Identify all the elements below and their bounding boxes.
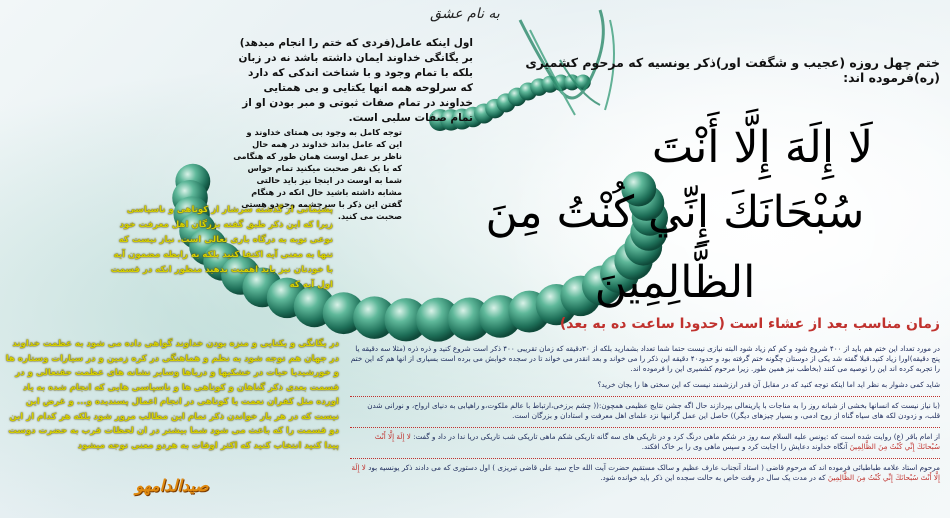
details-paragraph-4-end: آنگاه خداوند دعایش را اجابت کرد و سپس ماهی وی را بر خاک افکند. (641, 442, 848, 451)
details-paragraph-1: در مورد تعداد این ختم هم باید از ۴۰۰ شروع شود و کم کم زیاد شود البته نیازی نیست حتما شما تعداد بشمارید بلکه از ۳۰دقیقه که زمان تقریبی ۴۰۰ ذکر است شروع کنید و ذره ذره (مثلا سه دقیقه یا پنج دقیقه)اورا زیاد کنید.قبلا گفته شد یکی از دوستان چگونه ختم گرفته بود و حدود۴۰ دقیقه این ذکر را می خواند و بعد انقدر می خواند تا در سجده خوابش می برده است بسیاری از انها هم که این ختم را تجربه کرده اند این را توصیه می کنند (بخاطب نیز همین طور. زیرا مرحوم کشمیری این را فرموده اند. (350, 344, 940, 373)
details-paragraph-4-text: از امام باقر (ع) روایت شده است که :یونس علیه السلام سه روز در شکم ماهی درنگ کرد و در تاریکی های سه گانه تاریکی شکم ماهی تاریکی شب تاریکی دریا ندا در داد و گفت: (413, 432, 940, 441)
condition-4-text: در یگانگی و یکتایی و منزه بودن خداوند گواهی داده می شود به عظمت خداوند در جهان هم توجه شود به نظم و هماهنگی در کره زمین و در سیارات وستاره ها و خورشیدیا حیات در خشکیها و دریاها وسایر نشانه های عظمت حقتعالی و در قسمت بعدی ذکر گناهان و کوتاهی ها و ناسپاسی هایی که انجام شده به یاد اورده مثل کفران نعمت یا کوتاهی در انجام اعمال پسندیده و... و غرض این نیست که در هر بار خواندن ذکر تمام این مطالب مرور شود بلکه هر کدام از این دو قسمت را که باعث می شود شما بیشتر در ان لحظات قرب به حضرت دوست پیدا کنید انتخاب کنید که اکثر اوقات به هردو معنی توجه میشود (5, 339, 339, 451)
details-paragraph-5-end: که در مدت یک سال در وقت خاص به حالت سجده این ذکر باید خوانده شود. (600, 473, 826, 482)
condition-3-text: پشیمانی از گذشته سرشار از کوتاهی و ناسپاسی زیرا که این ذکر طبق گفته بزرگان اهل معرفت خود نوعی توبه به درگاه باری تعالی است. نیاز نیست که تنها به معنی آیه اکتفا کنید بلکه به رابطه مضمون آیه با خودتان نیز باید اهمیت بدهید منظور انکه در قسمت اول آیه که (110, 205, 333, 290)
divider (350, 427, 940, 428)
divider (350, 396, 940, 397)
zikr-line-1: لَا إِلَهَ إِلَّا أَنْتَ (651, 122, 874, 173)
condition-2-text: توجه کامل به وجود بی همتای خداوند و این که عامل بداند خداوند در همه حال ناظر بر عمل اوست همان طور که هنگامی که با یک نفر صحبت میکنید تمام حواس شما به اوست در اینجا نیز باید حالتی مشابه داشته باشید حال انکه در هنگام گفتن این ذکر با سرچشمه وجودو هستی صحبت می کنید. (233, 127, 402, 221)
details-paragraph-5-text: مرحوم استاد علامه طباطبائی فرموده اند که مرحوم قاضی ( استاد آنجناب عارف عظیم و سالک مستقیم حضرت آیت الله حاج سید علی قاضی تبریزی ) اول دستوری که می دادند ذکر یونسیه بود (368, 463, 940, 472)
details-paragraph-5 (350, 463, 940, 483)
details-paragraph-5-zikr: لا إِلَهَ إِلَّا أَنْتَ سُبْحانَكَ إِنِّي كُنْتُ مِنَ الظَّالِمِينَ (351, 463, 940, 482)
details-paragraph-2: شاید کمی دشوار به نظر اید اما اینکه توجه کنید که در مقابل آن قدر ارزشمند نیست که این سختی ها را بجان خرید؟ (597, 380, 940, 389)
condition-1-text: اول اینکه عامل(فردی که ختم را انجام میدهد) بر یگانگی خداوند ایمان داشته باشد نه در زبان بلکه با تمام وجود و با شناخت اندکی که دارد که سرلوحه همه انها یکتایی و بی همتایی خداوند در تمام صفات ثبوتی و مبر بودن او از تمام صفات سلبی است. (238, 37, 473, 124)
signature-logo: صیدالدامهو (135, 476, 209, 495)
intro-heading: ختم چهل روزه (عجیب و شگفت اور)ذکر یونسیه که مرحوم کشمیری (ره)فرموده اند: (525, 55, 940, 85)
details-block (350, 344, 940, 489)
time-note: زمان مناسب بعد از عشاء است (حدودا ساعت ده به بعد) (559, 316, 940, 332)
details-paragraph-3: (با نیاز نیست که انسانها بخشی از شبانه روز را به مناجات با پارینعالی بپردازند حال اگه جشن نتایج عظیمی همچون:(( چشم برزخی،ارتباط با عالم ملکوت،و راهیابی به دنیای ارواح، و نورانی شدن قلب، و زدودن لکه های سیاه گناه از روح ادمی، و بسیار چیزهای دیگر)) حاصل این عمل گرانبها نزد علمای اهل معرفت و استادان و بزرگان است. (367, 401, 940, 420)
divider (350, 458, 940, 459)
zikr-line-2: سُبْحَانَكَ إِنِّي كُنْتُ مِنَ الظَّالِمِينَ (485, 187, 865, 308)
basmala-heading: به نام عشق (430, 6, 500, 22)
details-paragraph-4 (350, 432, 940, 452)
details-paragraph-4-zikr: لا إِلَهَ إِلَّا أَنْتَ سُبْحانَكَ إِنِّي كُنْتُ مِنَ الظَّالِمِينَ (374, 432, 940, 451)
